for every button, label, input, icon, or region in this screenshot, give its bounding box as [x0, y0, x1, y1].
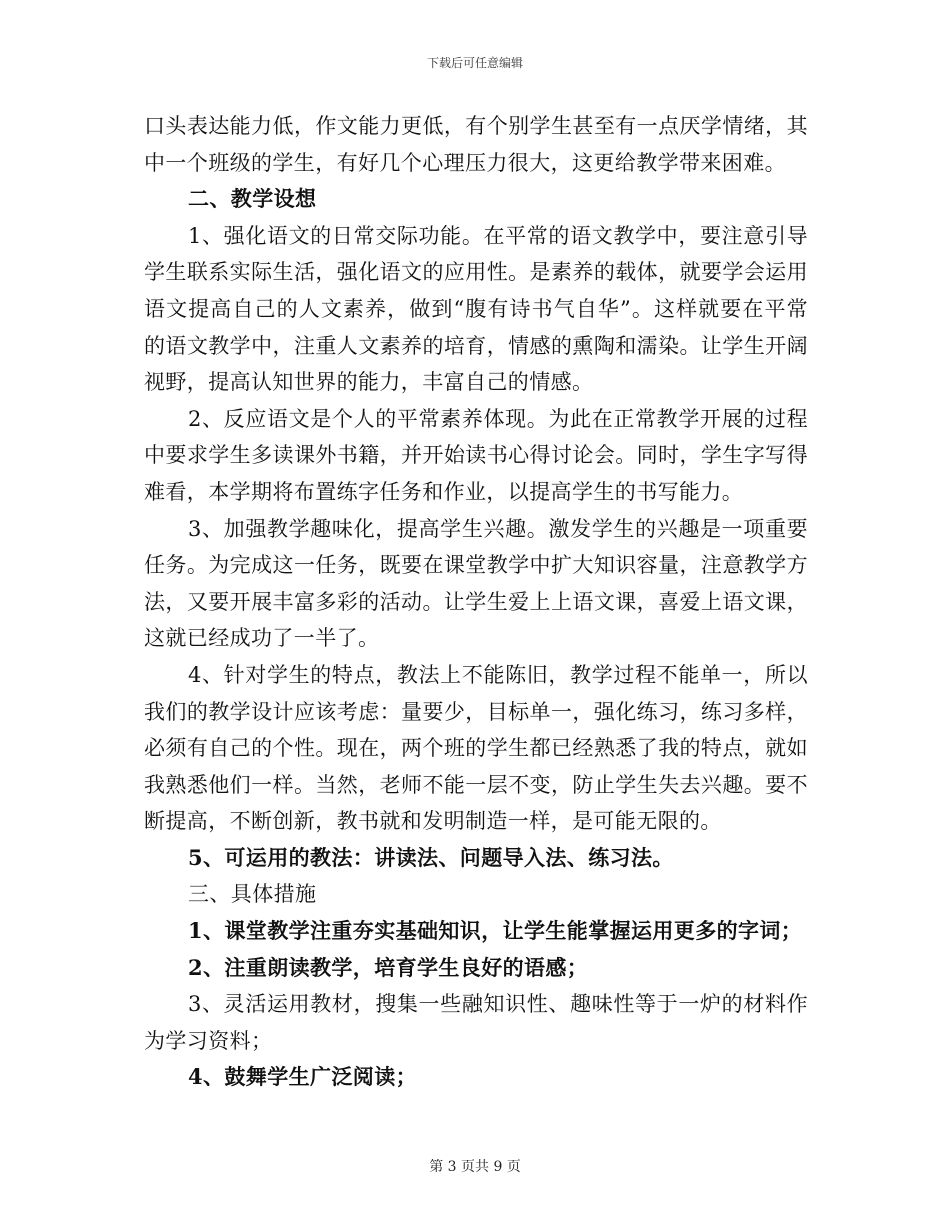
- paragraph-measure-4: 4、鼓舞学生广泛阅读；: [188, 1064, 418, 1090]
- paragraph-idea-2: 2、反应语文是个人的平常素养体现。为此在正常教学开展的过程中要求学生多读课外书籍，并开始读书心得讨论会。同时，学生字写得难看，本学期将布置练字任务和作业，以提高学生的书写能力。: [144, 406, 808, 504]
- paragraph-idea-3: 3、加强教学趣味化，提高学生兴趣。激发学生的兴趣是一项重要任务。为完成这一任务，既要在课堂教学中扩大知识容量，注意教学方法，又要开展丰富多彩的活动。让学生爱上上语文课，喜爱上语文课，这就已经成功了一半了。: [144, 516, 808, 651]
- document-body: [144, 108, 808, 1096]
- paragraph-idea-4: 4、针对学生的特点，教法上不能陈旧，教学过程不能单一，所以我们的教学设计应该考虑：量要少，目标单一，强化练习，练习多样，必须有自己的个性。现在，两个班的学生都已经熟悉了我的特点，就如我熟悉他们一样。当然，老师不能一层不变，防止学生失去兴趣。要不断提高，不断创新，教书就和发明制造一样，是可能无限的。: [144, 662, 808, 834]
- paragraph-measure-3: 3、灵活运用教材，搜集一些融知识性、趣味性等于一炉的材料作为学习资料；: [144, 992, 808, 1053]
- paragraph-measure-1: 1、课堂教学注重夯实基础知识，让学生能掌握运用更多的字词；: [188, 918, 803, 944]
- paragraph-measure-2: 2、注重朗读教学，培育学生良好的语感；: [188, 954, 589, 980]
- section-heading-measures: 三、具体措施: [188, 882, 317, 907]
- paragraph-1: 口头表达能力低，作文能力更低，有个别学生甚至有一点厌学情绪，其中一个班级的学生，有好几个心理压力很大，这更给教学带来困难。: [144, 114, 808, 175]
- header-note: 下载后可任意编辑: [426, 56, 523, 70]
- page-number: 第 3 页共 9 页: [429, 1159, 521, 1175]
- paragraph-idea-5: 5、可运用的教法：讲读法、问题导入法、练习法。: [188, 844, 674, 870]
- section-heading-teaching-ideas: 二、教学设想: [188, 186, 317, 212]
- paragraph-idea-1: 1、强化语文的日常交际功能。在平常的语文教学中，要注意引导学生联系实际生活，强化语文的应用性。是素养的载体，就要学会运用语文提高自己的人文素养，做到“腹有诗书气自华”。这样就要在平常的语文教学中，注重人文素养的培育，情感的熏陶和濡染。让学生开阔视野，提高认知世界的能力，丰富自己的情感。: [144, 223, 808, 395]
